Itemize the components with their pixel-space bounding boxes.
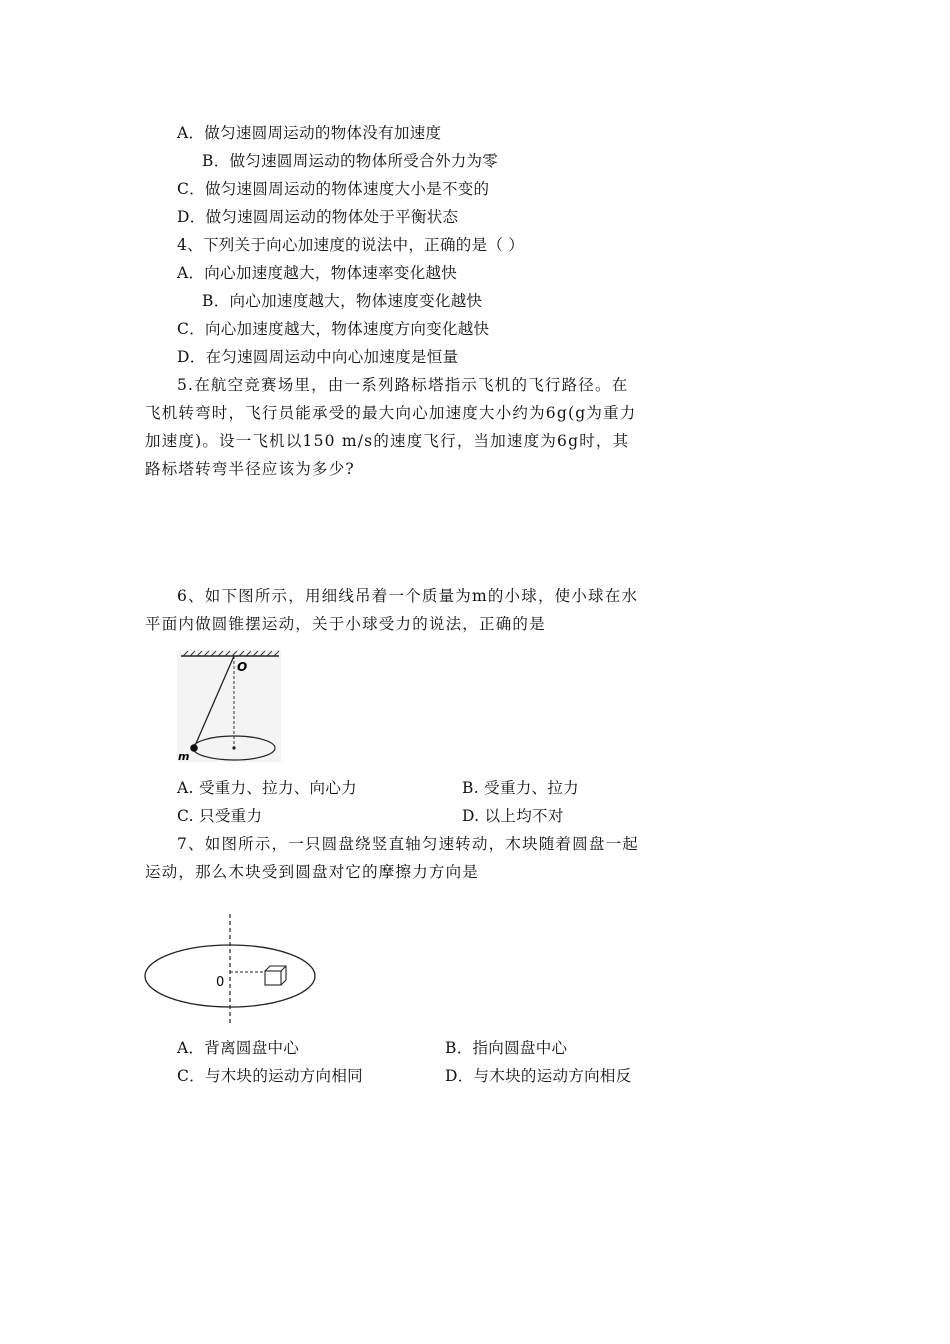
q7-line-1: 7、如图所示，一只圆盘绕竖直轴匀速转动，木块随着圆盘一起 (177, 835, 639, 853)
q7-option-d: D．与木块的运动方向相反 (445, 1067, 632, 1085)
q3-option-d: D．做匀速圆周运动的物体处于平衡状态 (177, 208, 459, 226)
q6-option-a: A. 受重力、拉力、向心力 (177, 779, 357, 797)
q3-option-a: A．做匀速圆周运动的物体没有加速度 (177, 124, 442, 142)
q7-option-a: A．背离圆盘中心 (177, 1039, 300, 1057)
q6-line-1: 6、如下图所示，用细线吊着一个质量为m的小球，使小球在水 (177, 587, 639, 605)
label-o: O (237, 660, 248, 674)
q6-line-2: 平面内做圆锥摆运动，关于小球受力的说法，正确的是 (145, 615, 546, 633)
rotating-disk-figure (143, 912, 323, 1027)
circle-center-dot (232, 746, 235, 749)
wood-block (265, 966, 286, 985)
q5-line-1: 5.在航空竞赛场里，由一系列路标塔指示飞机的飞行路径。在 (177, 376, 629, 394)
q6-option-c: C. 只受重力 (177, 807, 263, 825)
q3-option-b: B．做匀速圆周运动的物体所受合外力为零 (202, 152, 499, 170)
q7-option-b: B．指向圆盘中心 (445, 1039, 568, 1057)
conical-pendulum-figure (175, 648, 285, 768)
q6-option-d: D. 以上均不对 (462, 807, 564, 825)
disk-ellipse (145, 945, 315, 1007)
q7-option-c: C．与木块的运动方向相同 (177, 1067, 363, 1085)
ball (190, 744, 198, 752)
q4-option-d: D．在匀速圆周运动中向心加速度是恒量 (177, 348, 459, 366)
q7-line-2: 运动，那么木块受到圆盘对它的摩擦力方向是 (145, 863, 480, 881)
q5-line-3: 加速度)。设一飞机以150 m/s的速度飞行，当加速度为6g时，其 (145, 432, 630, 450)
q6-option-b: B. 受重力、拉力 (462, 779, 579, 797)
q4-stem: 4、下列关于向心加速度的说法中，正确的是（ ） (177, 236, 525, 254)
q4-option-c: C．向心加速度越大，物体速度方向变化越快 (177, 320, 490, 338)
q5-line-2: 飞机转弯时，飞行员能承受的最大向心加速度大小约为6g(g为重力 (145, 404, 637, 422)
q4-option-a: A．向心加速度越大，物体速率变化越快 (177, 264, 458, 282)
q3-option-c: C．做匀速圆周运动的物体速度大小是不变的 (177, 180, 490, 198)
q5-line-4: 路标塔转弯半径应该为多少? (145, 460, 355, 478)
q4-option-b: B．向心加速度越大，物体速度变化越快 (202, 292, 483, 310)
label-m: m (178, 750, 190, 763)
label-o: 0 (216, 975, 225, 990)
